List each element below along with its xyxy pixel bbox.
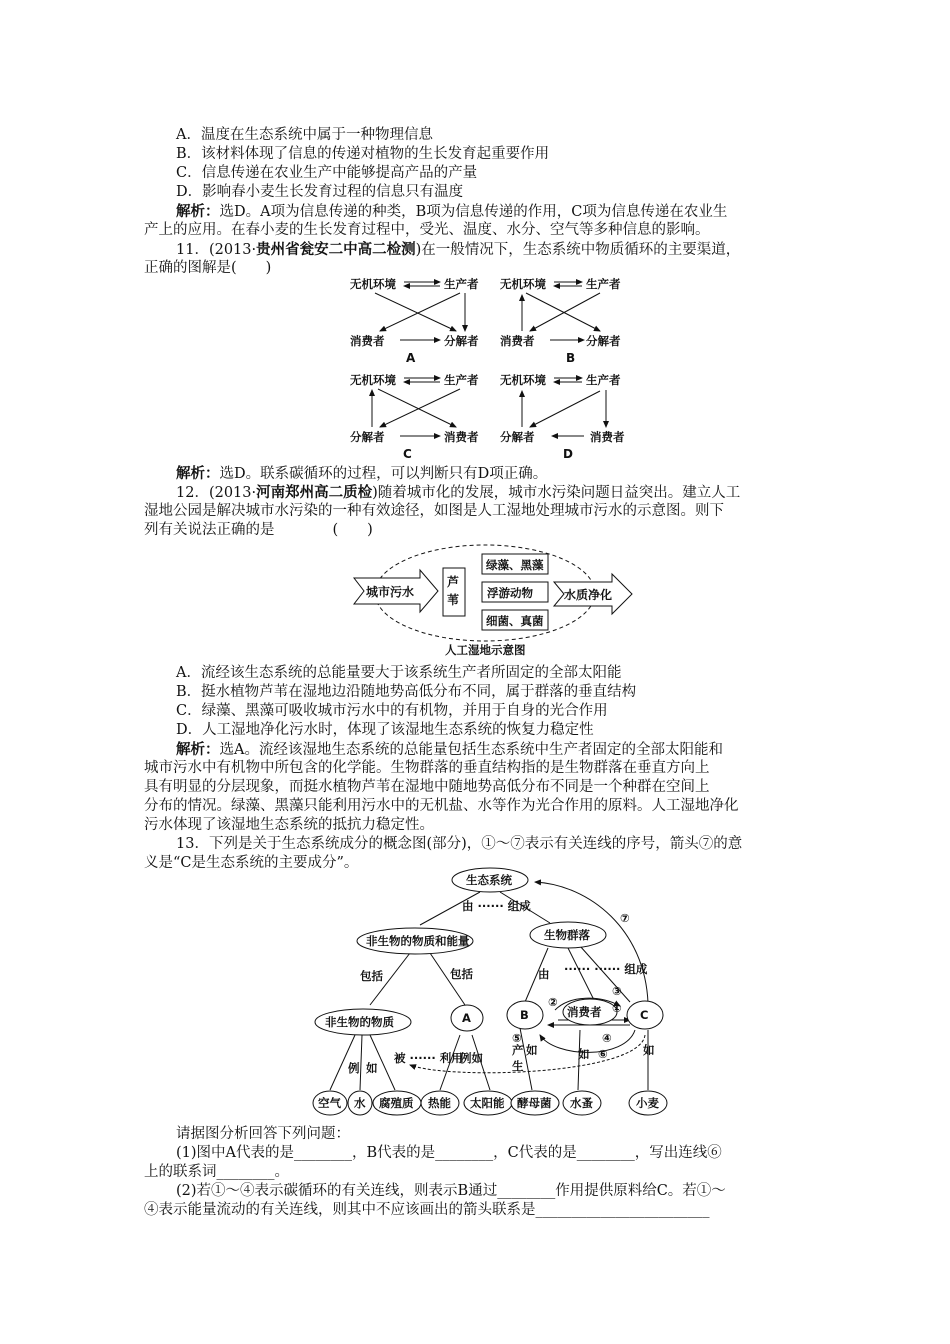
label-producer: 生产者 <box>444 373 479 387</box>
caption-d: D <box>563 447 573 461</box>
analysis-label: 解析： <box>176 203 220 220</box>
label-sheng: 生 <box>512 1059 524 1073</box>
caption-b: B <box>566 351 576 365</box>
label-decomposer: 分解者 <box>350 430 385 444</box>
label-c: C <box>640 1008 649 1022</box>
label-env: 无机环境 <box>350 277 396 291</box>
q10-option-d: D．影响春小麦生长发育过程的信息只有温度 <box>176 184 464 200</box>
analysis-label: 解析： <box>176 465 220 482</box>
caption-c: C <box>403 447 412 461</box>
leaf-label-yeast: 酵母菌 <box>517 1096 552 1110</box>
label-consumer: 消费者 <box>567 1005 602 1019</box>
q13-stem: 13．下列是关于生态系统成分的概念图(部分)，①～⑦表示有关连线的序号，箭头⑦的意 <box>176 836 743 852</box>
q11-stem-cont: 正确的图解是( ) <box>144 260 272 276</box>
label-env: 无机环境 <box>500 277 546 291</box>
q12-stem-cont: 湿地公园是解决城市水污染的一种有效途径，如图是人工湿地处理城市污水的示意图。则下 <box>144 503 724 519</box>
zooplankton-label: 浮游动物 <box>487 586 533 600</box>
ecosystem-concept-map <box>300 860 700 1125</box>
label-env: 无机环境 <box>500 373 546 387</box>
leaf-label-water: 水 <box>354 1096 366 1110</box>
label-a: A <box>462 1011 471 1025</box>
label-decomposer: 分解者 <box>500 430 535 444</box>
label-chan: 产 <box>512 1043 524 1057</box>
label-consumer: 消费者 <box>350 334 385 348</box>
q13-sub1-cont: 上的联系词________。 <box>144 1164 289 1180</box>
label-used: 被 ······ 利用 <box>394 1051 463 1065</box>
label-nonbio: 非生物的物质 <box>325 1015 394 1029</box>
leaf-label-wheat: 小麦 <box>636 1096 659 1110</box>
q12-analysis <box>176 740 723 760</box>
label-eg-2: 如 <box>366 1061 378 1075</box>
q11-analysis <box>176 464 547 484</box>
q12-option-d: D．人工湿地净化污水时，体现了该湿地生态系统的恢复力稳定性 <box>176 722 594 738</box>
leaf-label-humus: 腐殖质 <box>379 1096 414 1110</box>
marker-7: ⑦ <box>620 911 630 925</box>
label-abiotic: 非生物的物质和能量 <box>366 934 470 948</box>
purified-label: 水质净化 <box>564 588 613 602</box>
label-producer: 生产者 <box>586 373 621 387</box>
q12-stem <box>176 483 740 503</box>
wetland-caption: 人工湿地示意图 <box>445 643 526 657</box>
label-eg-1: 例 <box>348 1061 360 1075</box>
reed-label-2: 苇 <box>447 593 460 607</box>
q10-option-c: C．信息传递在农业生产中能够提高产品的产量 <box>176 165 478 181</box>
label-decomposer: 分解者 <box>444 334 479 348</box>
label-include-1: 包括 <box>360 969 383 983</box>
analysis-label: 解析： <box>176 741 220 758</box>
q12-number: 12．(2013· <box>176 485 257 501</box>
q13-prompt: 请据图分析回答下列问题： <box>176 1126 350 1142</box>
label-consumer: 消费者 <box>444 430 479 444</box>
sewage-label: 城市污水 <box>366 585 415 599</box>
q12-source: 河南郑州高二质检 <box>256 484 373 501</box>
label-ru-2: 如 <box>578 1047 590 1061</box>
diagram-c <box>350 373 479 444</box>
label-producer: 生产者 <box>444 277 479 291</box>
q13-sub2: (2)若①～④表示碳循环的有关连线，则表示B通过________作用提供原料给C。若①～ <box>176 1183 726 1199</box>
analysis-text: 选D。A项为信息传递的种类，B项为信息传递的作用，C项为信息传递在农业生 <box>219 204 728 220</box>
marker-5: ⑤ <box>512 1031 522 1045</box>
label-env: 无机环境 <box>350 373 396 387</box>
label-ecosystem: 生态系统 <box>466 873 512 887</box>
label-b: B <box>520 1008 529 1022</box>
diagram-b <box>500 277 621 348</box>
q10-option-a: A．温度在生态系统中属于一种物理信息 <box>176 127 433 143</box>
label-consumer: 消费者 <box>500 334 535 348</box>
q12-analysis-l5: 污水体现了该湿地生态系统的抵抗力稳定性。 <box>144 817 434 833</box>
q12-option-b: B．挺水植物芦苇在湿地边沿随地势高低分布不同，属于群落的垂直结构 <box>176 684 637 700</box>
q12-analysis-l3: 具有明显的分层现象，而挺水植物芦苇在湿地中随地势高低分布不同是一个种群在空间上 <box>144 779 710 795</box>
diagram-a <box>350 277 479 348</box>
label-composed: 由 ······ 组成 <box>462 899 531 913</box>
leaf-label-air: 空气 <box>318 1096 341 1110</box>
wetland-diagram <box>340 538 640 658</box>
marker-3: ③ <box>612 984 622 998</box>
diagram-d <box>500 373 625 444</box>
label-include-2: 包括 <box>450 967 473 981</box>
analysis-text: 选A。流经该湿地生态系统的总能量包括生态系统中生产者固定的全部太阳能和 <box>219 742 723 758</box>
q13-sub2-cont: ④表示能量流动的有关连线，则其中不应该画出的箭头联系是________________________ <box>144 1202 710 1218</box>
algae-label: 绿藻、黑藻 <box>486 558 544 572</box>
q10-option-b: B．该材料体现了信息的传递对植物的生长发育起重要作用 <box>176 146 550 162</box>
q13-stem-cont: 义是“C是生态系统的主要成分”。 <box>144 855 359 871</box>
leaf-label-daphnia: 水蚤 <box>570 1096 593 1110</box>
label-community: 生物群落 <box>544 928 590 942</box>
bacteria-label: 细菌、真菌 <box>486 614 544 628</box>
leaf-label-heat: 热能 <box>428 1096 451 1110</box>
label-by: 由 <box>538 967 550 981</box>
q12-stem-cont2: 列有关说法正确的是 ( ) <box>144 522 373 538</box>
q12-option-a: A．流经该生态系统的总能量要大于该系统生产者所固定的全部太阳能 <box>176 665 622 681</box>
label-ru-3: 如 <box>643 1043 655 1057</box>
label-composed-2: ······ ······ 组成 <box>564 962 648 976</box>
q12-stem-text: )随着城市化的发展，城市水污染问题日益突出。建立人工 <box>372 485 741 501</box>
q10-analysis-cont: 产上的应用。在春小麦的生长发育过程中，受光、温度、水分、空气等多种信息的影响。 <box>144 222 710 238</box>
leaf-label-sunlight: 太阳能 <box>470 1096 505 1110</box>
marker-2: ② <box>548 995 558 1009</box>
marker-4: ④ <box>602 1031 612 1045</box>
label-eg-a: 例如 <box>460 1051 483 1065</box>
q11-source: 贵州省瓮安二中高二检测 <box>256 241 416 258</box>
q12-option-c: C．绿藻、黑藻可吸收城市污水中的有机物，并用于自身的光合作用 <box>176 703 608 719</box>
q11-cycle-diagrams <box>0 0 950 470</box>
q11-stem-text: )在一般情况下，生态系统中物质循环的主要渠道， <box>415 242 741 258</box>
marker-6: ⑥ <box>598 1047 608 1061</box>
marker-1: ① <box>612 1001 622 1015</box>
label-producer: 生产者 <box>586 277 621 291</box>
label-ru: 如 <box>526 1043 538 1057</box>
caption-a: A <box>406 351 416 365</box>
reed-label-1: 芦 <box>447 575 460 589</box>
label-decomposer: 分解者 <box>586 334 621 348</box>
label-consumer: 消费者 <box>590 430 625 444</box>
q13-sub1: (1)图中A代表的是________，B代表的是________，C代表的是________，写出连线⑥ <box>176 1145 722 1161</box>
q11-number: 11．(2013· <box>176 242 257 258</box>
q12-analysis-l2: 城市污水中有机物中所包含的化学能。生物群落的垂直结构指的是生物群落在垂直方向上 <box>144 760 710 776</box>
q12-analysis-l4: 分布的情况。绿藻、黑藻只能利用污水中的无机盐、水等作为光合作用的原料。人工湿地净化 <box>144 798 739 814</box>
analysis-text: 选D。联系碳循环的过程，可以判断只有D项正确。 <box>219 466 548 482</box>
